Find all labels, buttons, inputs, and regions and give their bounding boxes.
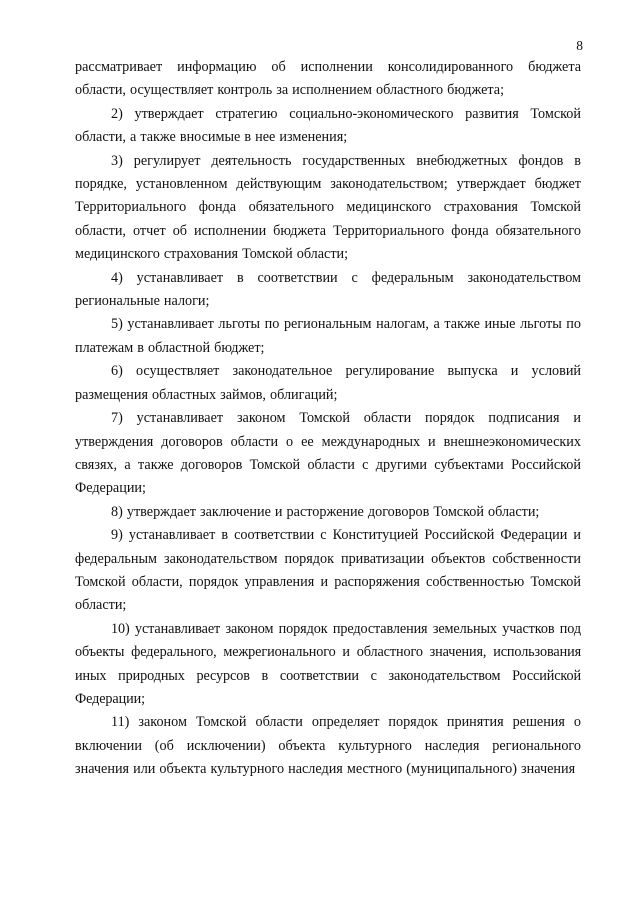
paragraph-item-10: 10) устанавливает законом порядок предоставления земельных участков под объекты федерального, межрегионального и областного значения, использования иных природных ресурсов в соответствии с законодательством Российской Федерации; (75, 620, 581, 707)
document-body (75, 56, 581, 782)
paragraph-item-7: 7) устанавливает законом Томской области порядок подписания и утверждения договоров области о ее международных и внешнеэкономических связях, а также договоров Томской области с другими субъектами Российской Федерации; (75, 410, 581, 497)
paragraph-item-2: 2) утверждает стратегию социально-экономического развития Томской области, а также вносимые в нее изменения; (75, 105, 581, 146)
paragraph-item-4: 4) устанавливает в соответствии с федеральным законодательством региональные налоги; (75, 269, 581, 310)
paragraph-item-11: 11) законом Томской области определяет порядок принятия решения о включении (об исключении) объекта культурного наследия регионального значения или объекта культурного наследия местного (муниципального) значения (75, 714, 581, 778)
paragraph-item-8: 8) утверждает заключение и расторжение договоров Томской области; (111, 503, 540, 520)
paragraph-item-6: 6) осуществляет законодательное регулирование выпуска и условий размещения областных займов, облигаций; (75, 363, 581, 403)
page-number: 8 (576, 38, 583, 53)
paragraph-continuation: рассматривает информацию об исполнении консолидированного бюджета области, осуществляет контроль за исполнением областного бюджета; (75, 59, 581, 99)
paragraph-item-3: 3) регулирует деятельность государственных внебюджетных фондов в порядке, установленном действующим законодательством; утверждает бюджет Территориального фонда обязательного медицинского страхования Томской области, отчет об исполнении бюджета Территориального фонда обязательного медицинского страхования Томской области; (75, 152, 581, 263)
paragraph-item-9: 9) устанавливает в соответствии с Конституцией Российской Федерации и федеральным законодательством порядок приватизации объектов собственности Томской области, порядок управления и распоряжения собственностью Томской области; (75, 527, 581, 614)
paragraph-item-5: 5) устанавливает льготы по региональным налогам, а также иные льготы по платежам в областной бюджет; (75, 316, 581, 356)
